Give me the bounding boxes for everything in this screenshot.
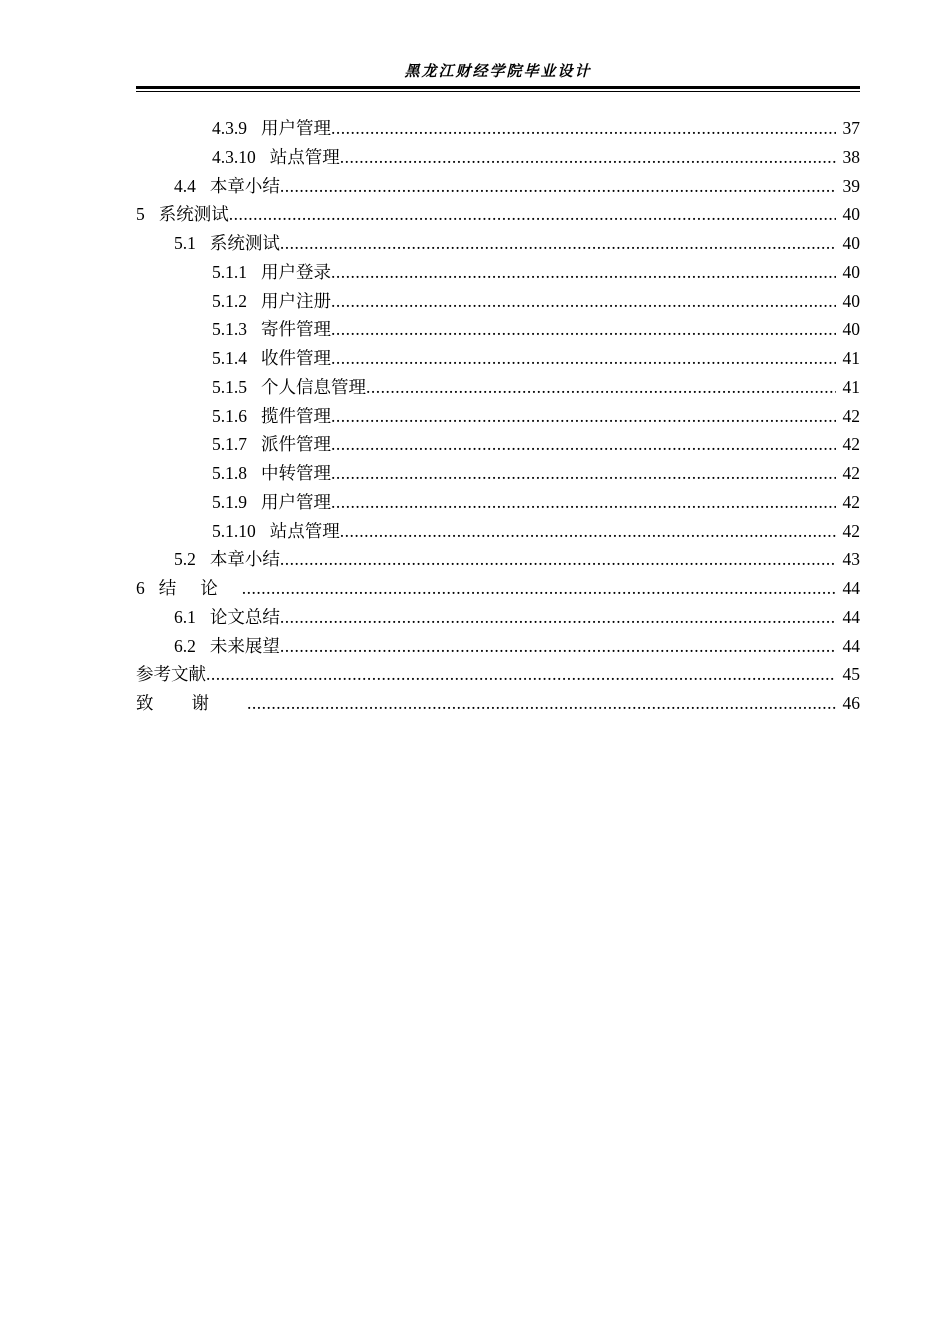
toc-entry[interactable] [136,689,860,718]
toc-entry-title: 参考文献 [136,664,206,685]
toc-entry-number: 4.4 [174,175,196,196]
toc-entry-page: 42 [836,488,860,517]
header-rule-thin [136,91,860,92]
toc-entry-page: 37 [836,114,860,143]
toc-entry-title: 收件管理 [261,348,331,368]
toc-entry[interactable] [136,545,860,574]
toc-entry[interactable] [136,632,860,661]
toc-entry[interactable] [136,287,860,316]
toc-entry-page: 43 [836,545,860,574]
toc-entry-number: 5.1.2 [212,290,247,311]
toc-entry-number: 5.1.3 [212,319,247,340]
toc-entry-number: 5.1.6 [212,405,247,426]
toc-entry-page: 40 [836,315,860,344]
toc-entry-title: 用户管理 [261,491,331,512]
toc-entry-title: 系统测试 [209,233,280,253]
table-of-contents [136,114,860,718]
toc-entry[interactable] [136,574,860,603]
toc-entry-title: 站点管理 [269,520,340,541]
toc-entry[interactable] [136,229,860,258]
toc-entry-page: 42 [836,402,860,431]
toc-entry-page: 46 [836,689,860,718]
toc-entry[interactable] [136,402,860,431]
toc-entry-page: 42 [836,517,860,546]
toc-entry-page: 39 [836,172,860,201]
toc-entry[interactable] [136,459,860,488]
toc-entry[interactable] [136,172,860,201]
toc-entry-page: 44 [836,632,860,661]
toc-entry-number: 5 [136,204,145,225]
toc-entry-title: 未来展望 [209,635,280,656]
toc-entry-title: 结论 [158,578,242,598]
toc-entry-number: 6.2 [174,635,196,656]
toc-entry-title: 论文总结 [209,606,280,627]
toc-entry-title: 寄件管理 [261,319,331,340]
toc-entry[interactable] [136,315,860,344]
toc-entry-title: 用户登录 [261,261,331,282]
toc-entry[interactable] [136,200,860,229]
toc-entry-number: 6 [136,578,145,598]
toc-entry-title: 系统测试 [158,204,229,225]
toc-entry-title: 本章小结 [209,175,280,196]
toc-entry-page: 45 [836,660,860,689]
toc-entry[interactable] [136,344,860,373]
toc-entry-page: 40 [836,229,860,258]
toc-entry-title: 用户管理 [261,118,331,138]
toc-entry-number: 5.1 [174,233,196,253]
toc-entry-page: 40 [836,287,860,316]
toc-entry-number: 5.1.8 [212,463,247,483]
toc-entry-number: 5.1.1 [212,261,247,282]
toc-entry[interactable] [136,660,860,689]
toc-entry-title: 揽件管理 [261,405,331,426]
toc-entry[interactable] [136,373,860,402]
toc-entry-page: 38 [836,143,860,172]
toc-entry-number: 5.1.5 [212,376,247,397]
page-header-title: 黑龙江财经学院毕业设计 [404,64,592,80]
toc-entry[interactable] [136,488,860,517]
toc-entry-page: 42 [836,459,860,488]
toc-entry-page: 44 [836,574,860,603]
toc-entry-title: 中转管理 [261,463,331,483]
toc-entry-page: 41 [836,373,860,402]
toc-entry-number: 4.3.9 [212,118,247,138]
toc-entry[interactable] [136,114,860,143]
toc-entry-number: 5.1.4 [212,348,247,368]
toc-entry[interactable] [136,603,860,632]
toc-entry-title: 个人信息管理 [261,376,366,397]
toc-entry[interactable] [136,517,860,546]
toc-entry-title: 派件管理 [261,434,331,455]
toc-entry-number: 6.1 [174,606,196,627]
toc-entry-number: 5.1.9 [212,491,247,512]
toc-entry-page: 44 [836,603,860,632]
toc-entry-title: 站点管理 [269,146,340,167]
toc-entry-number: 4.3.10 [212,146,256,167]
toc-entry-title: 致谢 [136,693,247,713]
toc-entry-number: 5.1.7 [212,434,247,455]
toc-entry[interactable] [136,143,860,172]
toc-entry-page: 42 [836,430,860,459]
toc-entry-title: 本章小结 [209,549,280,570]
toc-entry-title: 用户注册 [261,290,331,311]
toc-entry[interactable] [136,430,860,459]
toc-entry-page: 41 [836,344,860,373]
toc-entry-number: 5.1.10 [212,520,256,541]
toc-entry-page: 40 [836,200,860,229]
toc-entry[interactable] [136,258,860,287]
toc-entry-page: 40 [836,258,860,287]
toc-entry-number: 5.2 [174,549,196,570]
header-rule-thick [136,86,860,89]
